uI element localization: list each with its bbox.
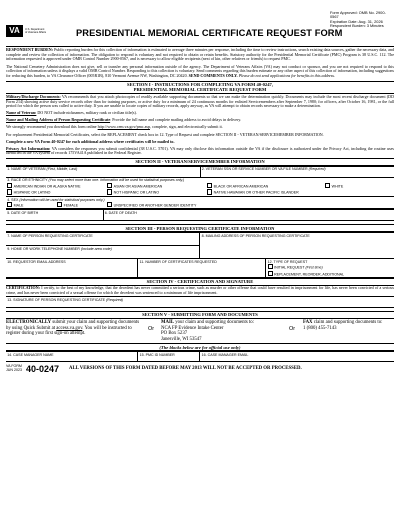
checkbox[interactable] [7,202,12,207]
requestor-phone-field[interactable]: 9. HOME OR WORK TELEPHONE NUMBER (Include area code) [6,246,200,259]
form-id-label: VA FORM JUN 2023 [6,363,22,372]
va-logo-mark: VA [6,25,23,37]
checkbox[interactable] [268,271,273,276]
nca-statement: The National Cemetery Administration does not give, sell or transfer any personal information outside of the agency. The Department of Veterans Affairs (VA) may not conduct or sponsor, and you are not required to respond to this collection of information unless it displays a valid OMB Control Number. Responding to this collection is voluntary. Send comments regarding this burden estimate or any other aspect of this collection of information, including suggestions for reducing this burden, to VA Clearance Officer (005R1B), 810 Vermont Avenue NW, Washington, DC 20420. SEND COMMENTS ONLY. Please do not send applications for benefits to this address. [6,63,394,78]
veteran-ssn-field[interactable]: 2. VETERAN SSN OR SERVICE NUMBER OR VA FILE NUMBER (Required) [200,166,394,177]
race-option-not-hispanic[interactable]: NOT HISPANIC OR LATINO [107,189,207,195]
requestor-email-field[interactable]: 10. REQUESTOR EMAIL ADDRESS [6,259,138,278]
checkbox[interactable] [325,183,330,188]
access-va-link[interactable]: access.va.gov [56,325,83,331]
signature-block [6,296,394,308]
section-3-title: SECTION III - PERSON REQUESTING CERTIFICATE INFORMATION [6,224,394,232]
privacy-act-info: Privacy Act Information: VA considers the responses you submit confidential (38 U.S.C. 5701). VA may only disclose this information outside the VA if the disclosure is authorized under the Privacy Act, including the routine uses identified in the VA system of records 175VA41A published in the Federal Register. [6,145,394,156]
replacement-instruction: For replacement Presidential Memorial Certificates, select the REPLACEMENT check box in 12. Type of Request and complete SECTION II - VETERAN/SERVICEMEMBER INFORMATION. [6,131,324,137]
checkbox[interactable] [7,183,12,188]
date-of-death-field[interactable]: 6. DATE OF DEATH [103,210,394,221]
checkbox[interactable] [107,183,112,188]
department-name: U.S. Department of Veterans Affairs [25,28,47,34]
download-instruction: We strongly recommend you download this form online http://www.cem.va.gov/pmc.asp, complete, sign, and electronically submit it. [6,124,223,130]
type-of-request-group: 12. TYPE OF REQUEST INITIAL REQUEST (First time) REPLACEMENT, REORDER, ADDITIONAL [266,259,394,278]
race-option-american-indian[interactable]: AMERICAN INDIAN OR ALASKA NATIVE [7,183,107,189]
checkbox[interactable] [7,189,12,194]
case-manager-name-field[interactable]: 14. CASE MANAGER NAME [6,352,138,362]
pmc-web-link[interactable]: http://www.cem.va.gov/pmc.asp [97,124,150,130]
submit-fax: FAX claim and supporting documents to: 1 (800) 455-7143 [303,320,383,331]
version-warning: ALL VERSIONS OF THIS FORM DATED BEFORE MAY 2013 WILL NOT BE ACCEPTED OR PROCESSED. [69,365,302,371]
sex-option-unspecified[interactable]: UNSPECIFIED OR ANOTHER GENDER IDENTITY [107,202,196,208]
race-ethnicity-group: 3. RACE OR ETHNICITY (You may select more than one. Information will be used for statistical purposes only.) AMERICAN INDIAN OR ALASKA NATIVE ASIAN OR ASIAN AMERICAN BLACK OR AFRICAN AMERICAN WHITE HISPANIC OR LATINO NOT HISPANIC OR LATINO NATIVE HAWAIIAN OR OTHER PACIFIC ISLANDER [6,177,394,196]
form-header [6,0,394,46]
mailing-address-instruction: Name and Mailing Address of Person Requesting Certificate: Provide the full name and complete mailing address to avoid delays in delivery. [6,117,242,123]
certification-statement: CERTIFICATION: I certify, to the best of my knowledge, that the decedent has never committed a serious crime, such as murder or other offense that could have resulted in imprisonment for life, has never been convicted of a serious crime, and has never been convicted of a sexual offense for which the decedent was sentenced to a minimum of life imprisonment. [6,285,394,296]
pmc-id-field[interactable]: 15. PMC ID NUMBER [138,352,200,362]
date-fields [6,209,394,221]
section-1-title: SECTION I - INSTRUCTIONS FOR COMPLETING VA FORM 40-0247, PRESIDENTIAL MEMORIAL CERTIFICATE REQUEST FORM [6,81,394,94]
submit-options [6,320,394,342]
official-use-fields [6,351,394,362]
respondent-burden: RESPONDENT BURDEN: Public reporting burden for this collection of information is estimated to average three minutes per response, including the time to review instructions, search existing data sources, gather the necessary data, and complete and review the collection of information. The obligation to respond is voluntary and not required to obtain or retain benefits. Statutory authority for the Presidential Memorial Certificate (PMC) Program is 38 U.S.C. 112. The information requested is approved under OMB Control Number 2900-0567, and is necessary to allow eligible recipients (next of kin, other relatives or friends) to request PMC. [6,47,394,62]
omb-info: Form Approved: OMB No. 2900-0567 Expiration Date: Aug. 31, 2026 Respondent Burden: 3 Minutes [330,10,386,29]
race-option-asian[interactable]: ASIAN OR ASIAN AMERICAN [107,183,207,189]
section-3-fields [6,232,394,278]
form-number: 40-0247 [26,363,60,374]
sex-option-male[interactable]: MALE [7,202,57,208]
case-manager-email-field[interactable]: 16. CASE MANAGER EMAIL [200,352,394,362]
name-of-veteran-instruction: Name of Veteran: DO NOT include nicknames, military rank or civilian title(s). [6,110,137,116]
form-page [6,0,394,374]
race-option-white[interactable]: WHITE [325,183,343,189]
military-documents: Military/Discharge Documents: VA recommends that you attach photocopies of readily available supporting documents so that we can make the determination quickly. Documents may include the most recent discharge document (DD Form 214) showing active duty service records other than for training purposes, or active duty for a minimum of 24 continuous months for enlisted Servicemembers after September 7, 1980; for officers, after October 16, 1981, or the full period for which the person was called to active duty. If you are unable to locate copies of military records, apply anyway, as VA will attempt to obtain records necessary to make a determination. [6,93,394,109]
number-of-certificates-field[interactable]: 11. NUMBER OF CERTIFICATES REQUESTED [138,259,266,278]
requestor-name-field[interactable]: 7. NAME OF PERSON REQUESTING CERTIFICATE [6,233,200,246]
request-option-initial[interactable]: INITIAL REQUEST (First time) [268,264,393,270]
signature-field[interactable]: 13. SIGNATURE OF PERSON REQUESTING CERTIFICATE (Required) [6,297,394,308]
submit-mail: MAIL your claim and supporting documents to: NCA FP Evidence Intake Center PO Box 5237 Janesville, WI 53547 [161,320,254,342]
section-2-title: SECTION II - VETERAN/SERVICEMEMBER INFORMATION [6,158,394,166]
additional-address-instruction: Complete a new VA Form 40-0247 for each additional address where certificates will be mailed to. [6,138,175,144]
sex-group: 4. SEX (Information will be used for statistical purposes only.) MALE FEMALE UNSPECIFIED OR ANOTHER GENDER IDENTITY [6,197,394,209]
section-4-title: SECTION IV - CERTIFICATION AND SIGNATURE [6,278,394,286]
checkbox[interactable] [268,264,273,269]
section-5-title: SECTION V - SUBMITTING FORM AND DOCUMENTS [6,311,394,319]
checkbox[interactable] [107,202,112,207]
checkbox[interactable] [107,189,112,194]
section-2-fields [6,166,394,210]
or-separator-2: Or [288,326,296,333]
sex-option-female[interactable]: FEMALE [57,202,107,208]
race-option-pacific-islander[interactable]: NATIVE HAWAIIAN OR OTHER PACIFIC ISLANDER [207,189,299,195]
checkbox[interactable] [207,183,212,188]
veteran-name-field[interactable]: 1. NAME OF VETERAN (First, Middle, Last) [6,166,200,177]
form-title: PRESIDENTIAL MEMORIAL CERTIFICATE REQUEST FORM [76,28,343,38]
form-footer [6,362,394,374]
va-logo [6,24,60,38]
submit-electronic: ELECTRONICALLY submit your claim and supporting documents by using Quick Submit at access.va.gov. You will be instructed to register during your first sign-on attempt. [6,320,140,337]
race-option-hispanic[interactable]: HISPANIC OR LATINO [7,189,107,195]
official-use-note: (The blocks below are for official use only) [6,343,394,351]
or-separator-1: Or [147,326,155,333]
date-of-birth-field[interactable]: 5. DATE OF BIRTH [6,210,103,221]
checkbox[interactable] [207,189,212,194]
race-option-black[interactable]: BLACK OR AFRICAN AMERICAN [207,183,325,189]
request-option-replacement[interactable]: REPLACEMENT, REORDER, ADDITIONAL [268,271,393,277]
checkbox[interactable] [57,202,62,207]
requestor-mailing-address-field[interactable]: 8. MAILING ADDRESS OF PERSON REQUESTING CERTIFICATE [200,233,394,259]
